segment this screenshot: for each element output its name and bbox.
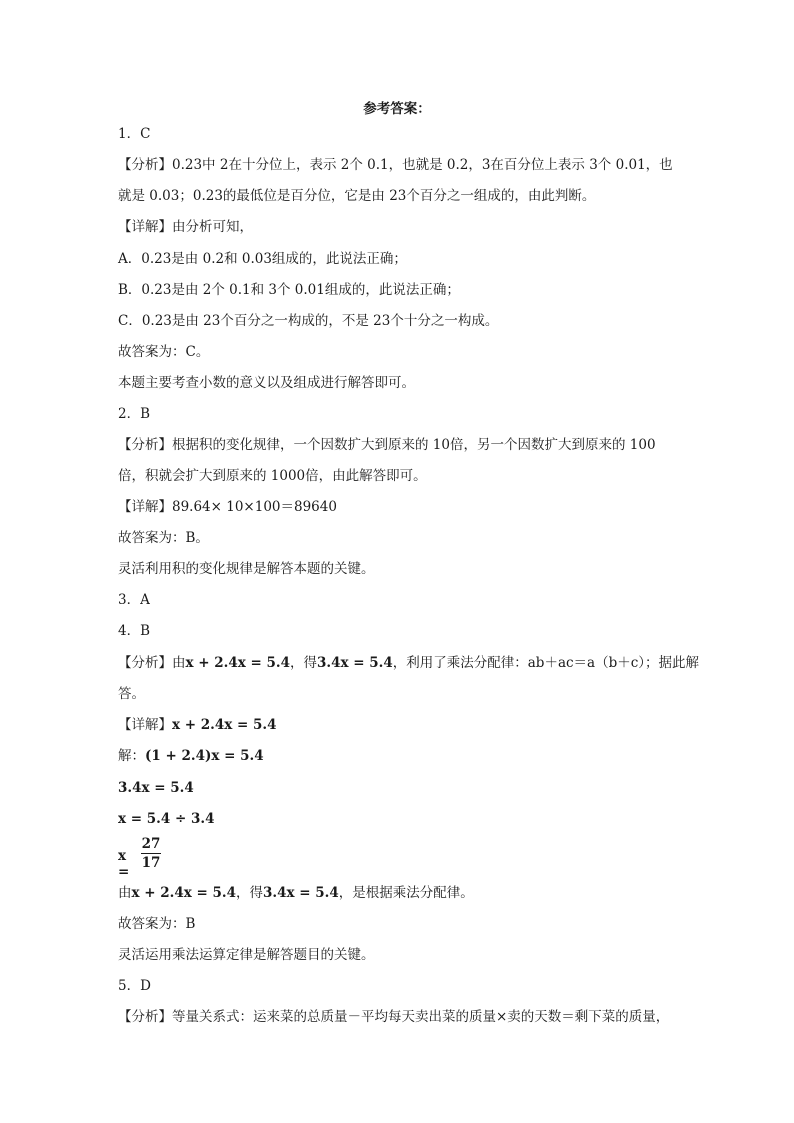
q4-step-2 bbox=[118, 810, 214, 828]
q4-step-3-lhs: x = bbox=[118, 848, 130, 880]
q4-detail-prefix: 【详解】 bbox=[118, 717, 172, 733]
q4-conclusion-suffix: ，是根据乘法分配律。 bbox=[338, 885, 474, 901]
q4-eq-main-part-b: x = 5.4 bbox=[237, 655, 290, 671]
q2-detail: 【详解】89.64× 10×100＝89640 bbox=[118, 499, 337, 515]
q4-step-2-part-a: x bbox=[118, 811, 127, 827]
q4-analysis-prefix: 【分析】由 bbox=[118, 655, 186, 671]
q4-eq-sub-part-b: x = 5.4 bbox=[340, 655, 393, 671]
q4-conclusion-equation-main bbox=[132, 885, 237, 901]
q2-analysis-line-2: 倍，积就会扩大到原来的 1000倍，由此解答即可。 bbox=[118, 468, 427, 484]
q4-step-1-part-b: x = 5.4 bbox=[141, 780, 194, 796]
q4-solve-equation bbox=[145, 748, 264, 764]
q4-conclusion-eq-sub-b: x = 5.4 bbox=[286, 885, 339, 901]
q4-detail-equation bbox=[172, 717, 277, 733]
q1-option-b: B．0.23是由 2个 0.1和 3个 0.01组成的，此说法正确； bbox=[118, 282, 460, 298]
q5-head: 5．D bbox=[118, 978, 151, 994]
q4-eq-main-part-a: x + 2.4 bbox=[185, 655, 238, 671]
q4-conclusion-eq-main-a: x + 2.4 bbox=[131, 885, 184, 901]
q4-analysis-line-2: 答。 bbox=[118, 686, 145, 702]
q4-conclusion-prefix: 由 bbox=[118, 885, 132, 901]
q4-conclusion-equation-sub bbox=[263, 885, 339, 901]
q4-analysis-line-1 bbox=[118, 654, 699, 672]
q4-conclusion bbox=[118, 884, 474, 902]
q2-comment: 灵活利用积的变化规律是解答本题的关键。 bbox=[118, 561, 375, 577]
q4-step-1 bbox=[118, 779, 194, 797]
q4-solve-line bbox=[118, 747, 264, 765]
q5-analysis-line-1: 【分析】等量关系式：运来菜的总质量－平均每天卖出菜的质量×卖的天数＝剩下菜的质量， bbox=[118, 1009, 670, 1025]
q1-head: 1．C bbox=[118, 126, 151, 142]
q4-analysis-suffix: ，利用了乘法分配律：ab＋ac＝a（b＋c）；据此解 bbox=[392, 655, 700, 671]
q4-step-1-part-a: 3.4 bbox=[118, 780, 142, 796]
q4-equation-sub bbox=[317, 655, 393, 671]
q4-conclusion-eq-main-b: x = 5.4 bbox=[183, 885, 236, 901]
q4-fraction-bar bbox=[141, 853, 161, 854]
q4-detail-eq-part-b: x = 5.4 bbox=[224, 717, 277, 733]
q4-solve-prefix: 解： bbox=[118, 748, 145, 764]
q4-eq-sub-part-a: 3.4 bbox=[317, 655, 341, 671]
q1-answer: 故答案为：C。 bbox=[118, 344, 210, 360]
q4-analysis-mid: ，得 bbox=[290, 655, 317, 671]
q4-head: 4．B bbox=[118, 623, 151, 639]
q4-comment: 灵活运用乘法运算定律是解答题目的关键。 bbox=[118, 947, 375, 963]
q4-step-2-part-b: = 5.4 ÷ 3.4 bbox=[126, 811, 215, 827]
q4-conclusion-mid: ，得 bbox=[236, 885, 263, 901]
q4-solve-eq-part-b: x = 5.4 bbox=[211, 748, 264, 764]
q4-conclusion-eq-sub-a: 3.4 bbox=[263, 885, 287, 901]
page-title: 参考答案： bbox=[363, 101, 431, 117]
q1-option-c: C．0.23是由 23个百分之一构成的，不是 23个十分之一构成。 bbox=[118, 313, 499, 329]
q4-detail-eq-part-a: x + 2.4 bbox=[172, 717, 225, 733]
q3-head: 3．A bbox=[118, 592, 150, 608]
q2-analysis-line-1: 【分析】根据积的变化规律，一个因数扩大到原来的 10倍，另一个因数扩大到原来的 100 bbox=[118, 437, 656, 453]
q4-solve-eq-part-a: (1 + 2.4) bbox=[145, 748, 212, 764]
q4-fraction-numerator: 27 bbox=[141, 836, 161, 852]
q2-answer: 故答案为：B。 bbox=[118, 530, 209, 546]
q1-comment: 本题主要考查小数的意义以及组成进行解答即可。 bbox=[118, 375, 415, 391]
q2-head: 2．B bbox=[118, 406, 151, 422]
q4-fraction-stack bbox=[141, 836, 161, 871]
q4-fraction-denominator: 17 bbox=[141, 855, 161, 871]
q1-detail: 【详解】由分析可知， bbox=[118, 219, 253, 235]
q1-analysis-line-1: 【分析】0.23中 2在十分位上，表示 2个 0.1，也就是 0.2，3在百分位上表示 3个 0.01，也 bbox=[118, 157, 673, 173]
q4-equation-main bbox=[186, 655, 291, 671]
q1-option-a: A．0.23是由 0.2和 0.03组成的，此说法正确； bbox=[118, 251, 407, 267]
q1-analysis-line-2: 就是 0.03；0.23的最低位是百分位，它是由 23个百分之一组成的，由此判断。 bbox=[118, 188, 596, 204]
q4-answer: 故答案为：B bbox=[118, 916, 196, 932]
q4-detail bbox=[118, 716, 277, 734]
